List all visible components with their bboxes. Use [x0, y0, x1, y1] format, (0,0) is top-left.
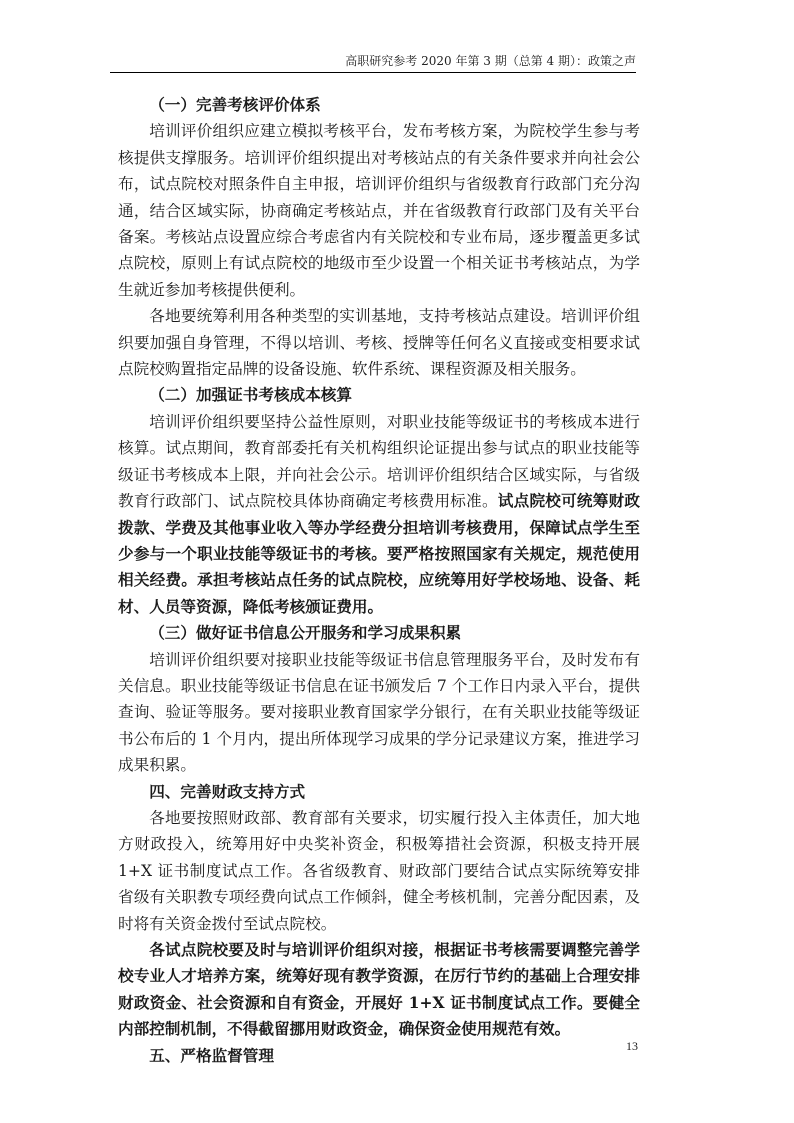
paragraph: 各地要统筹利用各种类型的实训基地，支持考核站点建设。培训评价组织要加强自身管理，不得以培训、考核、授牌等任何名义直接或变相要求试点院校购置指定品牌的设备设施、软件系统、课程资源及相关服务。 — [118, 307, 640, 379]
section-heading-3: （三）做好证书信息公开服务和学习成果积累 — [149, 623, 462, 643]
paragraph-bold: 各试点院校要及时与培训评价组织对接，根据证书考核需要调整完善学校专业人才培养方案，统筹好现有教学资源，在厉行节约的基础上合理安排财政资金、社会资源和自有资金，开展好 1+X 证书制度试点工作。要健全内部控制机制，不得截留挪用财政资金，确保资金使用规范有效。 — [118, 940, 640, 1039]
running-header — [110, 50, 636, 73]
paragraph: 各地要按照财政部、教育部有关要求，切实履行投入主体责任，加大地方财政投入，统筹用好中央奖补资金，积极筹措社会资源，积极支持开展 1+X 证书制度试点工作。各省级教育、财政部门要结合试点实际统筹安排省级有关职教专项经费向试点工作倾斜，健全考核机制，完善分配因素，及时将有关资金拨付至试点院校。 — [118, 808, 640, 933]
paragraph-mixed — [118, 409, 640, 620]
section-heading-4: 四、完善财政支持方式 — [149, 781, 306, 801]
paragraph: 培训评价组织要对接职业技能等级证书信息管理服务平台，及时发布有关信息。职业技能等级证书信息在证书颁发后 7 个工作日内录入平台，提供查询、验证等服务。要对接职业教育国家学分银行，在有关职业技能等级证书公布后的 1 个月内，提出所体现学习成果的学分记录建议方案，推进学习成果积累。 — [118, 650, 640, 775]
section-heading-1: （一）完善考核评价体系 — [149, 95, 321, 114]
paragraph-bold-text: 试点院校可统筹财政拨款、学费及其他事业收入等办学经费分担培训考核费用，保障试点学生至少参与一个职业技能等级证书的考核。要严格按照国家有关规定，规范使用相关经费。承担考核站点任务的试点院校，应统筹用好学校场地、设备、耗材、人员等资源，降低考核颁证费用。 — [118, 491, 640, 616]
section-heading-5: 五、严格监督管理 — [149, 1045, 274, 1065]
paragraph-normal-text: 培训评价组织要坚持公益性原则，对职业技能等级证书的考核成本进行核算。试点期间，教育部委托有关机构组织论证提出参与试点的职业技能等级证书考核成本上限，并向社会公示。培训评价组织结合区域实际，与省级教育行政部门、试点院校具体协商确定考核费用标准。 — [118, 412, 640, 511]
page-number: 13 — [626, 1039, 638, 1053]
body-content — [118, 92, 640, 1069]
paragraph: 培训评价组织应建立模拟考核平台，发布考核方案，为院校学生参与考核提供支撑服务。培训评价组织提出对考核站点的有关条件要求并向社会公布，试点院校对照条件自主申报，培训评价组织与省级教育行政部门充分沟通，结合区域实际，协商确定考核站点，并在省级教育行政部门及有关平台备案。考核站点设置应综合考虑省内有关院校和专业布局，逐步覆盖更多试点院校，原则上有试点院校的地级市至少设置一个相关证书考核站点，为学生就近参加考核提供便利。 — [118, 122, 640, 299]
section-heading-2: （二）加强证书考核成本核算 — [149, 385, 352, 405]
header-text: 高职研究参考 2020 年第 3 期（总第 4 期）：政策之声 — [345, 54, 636, 68]
